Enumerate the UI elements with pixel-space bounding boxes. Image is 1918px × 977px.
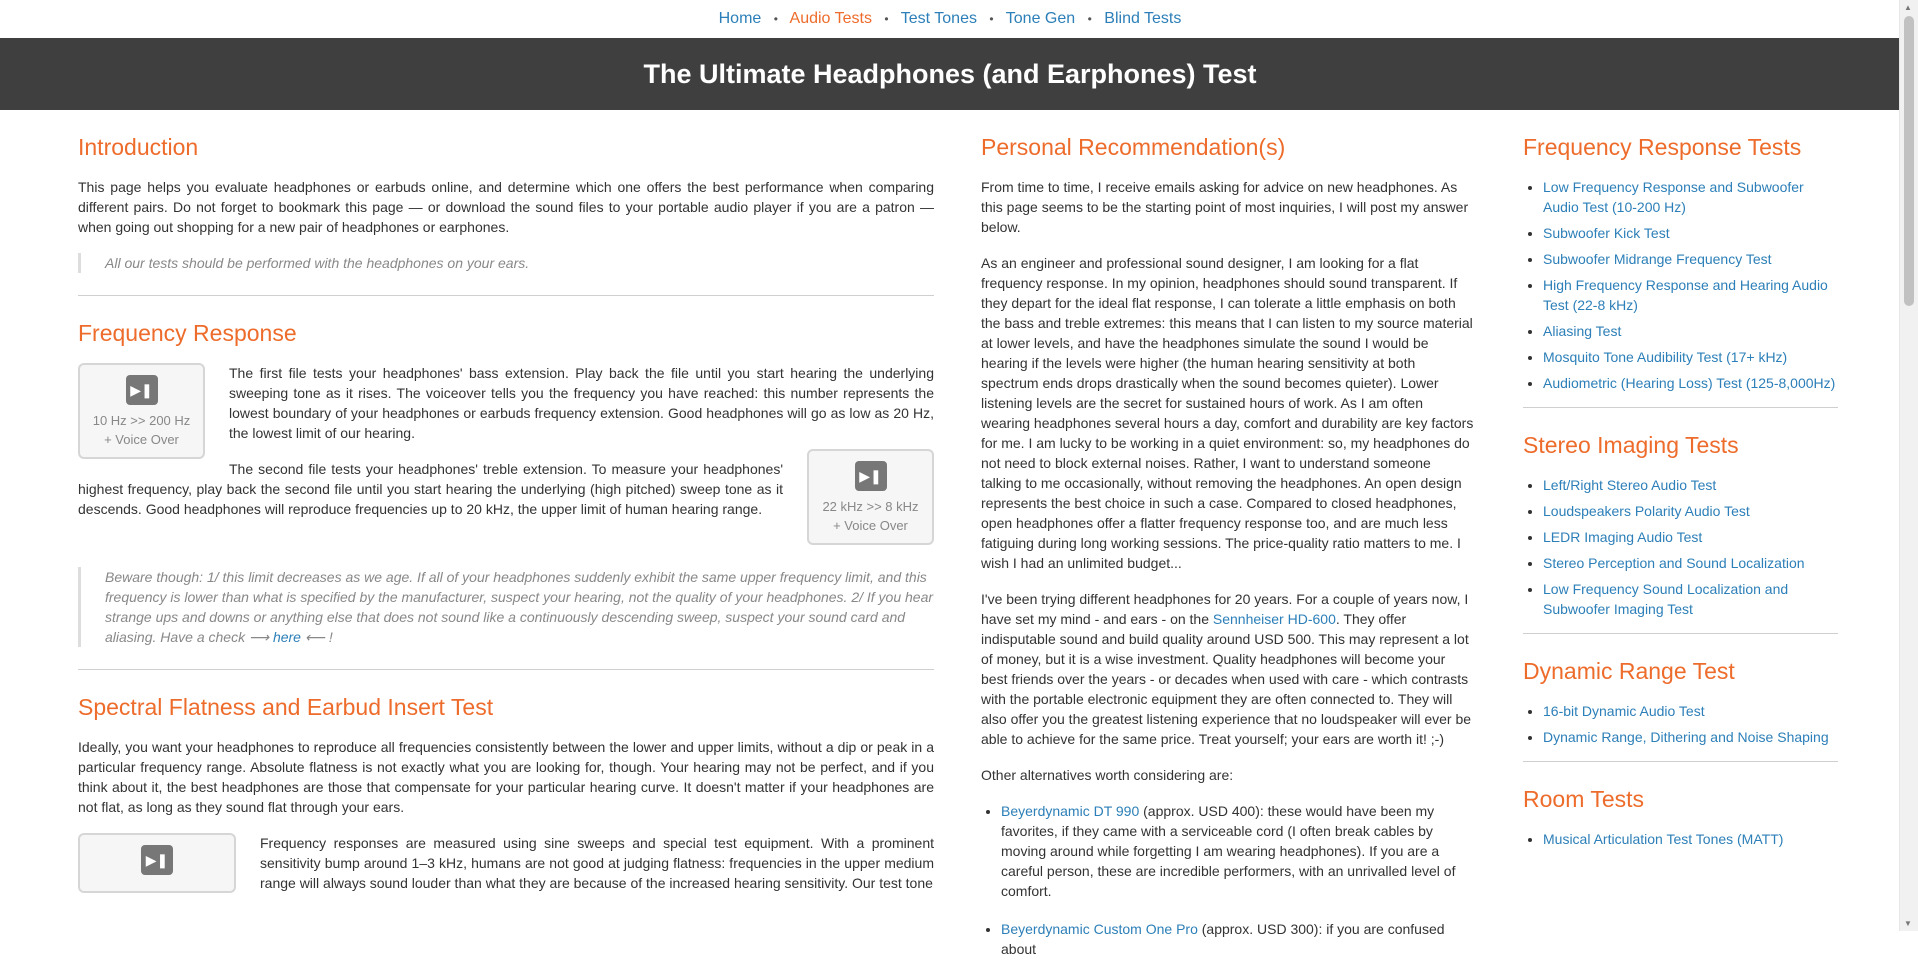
list-item <box>1543 321 1838 341</box>
alt-description: (approx. USD 300): if you are confused about <box>1001 921 1445 957</box>
list-item <box>1543 373 1838 393</box>
aliasing-check-link[interactable]: here <box>272 629 301 645</box>
reco-paragraph-4: Other alternatives worth considering are: <box>981 767 1234 783</box>
nav-test-tones[interactable]: Test Tones <box>900 10 977 27</box>
list-item <box>1543 347 1838 367</box>
list-item <box>1001 919 1475 959</box>
spectral-heading: Spectral Flatness and Earbud Insert Test <box>78 694 494 720</box>
reco-paragraph-2: As an engineer and professional sound designer, I am looking for a flat frequency response. In my opinion, headphones should sound transparent. If they depart for the ideal flat response, I can tolerate a little emphasis on both the bass and treble extremes: this means that I can listen to my source material at lower levels, and have the headphones simulate the sound I would be hearing if the levels were higher (the human hearing sensitivity at both spectrum ends drops drastically when the sound becomes quieter). Lower listening levels are the secret for sustained hours of work. As I am often wearing headphones several hours a day, comfort and durability are key factors for me. I am lucky to be working in a quiet environment: so, my headphones do not need to block external noises. Rather, I want to understand someone talking to me occasionally, without removing the headphones. An open design represents the best choice in such a case. Compared to closed headphones, open headphones offer a flatter frequency response too, and are much less fatiguing during long working sessions. The price-quality ratio matters to me. I wish I had an unlimited budget... <box>981 255 1474 571</box>
alt-description: (approx. USD 400): these would have been my favorites, if they came with a serviceable cord (I often break cables by moving around while forgetting I am wearing headphones). If you are a careful person, these are incredible performers, with an unrivalled level of comfort. <box>1001 803 1456 899</box>
nav-audio-tests[interactable]: Audio Tests <box>789 10 872 27</box>
nav-tone-gen[interactable]: Tone Gen <box>1005 10 1076 27</box>
bass-sweep-player[interactable] <box>78 363 205 459</box>
scroll-down-icon[interactable]: ▼ <box>1904 919 1912 928</box>
freq-quote <box>78 567 934 647</box>
reco-text: I've been trying different headphones for 20 years. For a couple of years now, I have set my mind - and ears - on the <box>981 591 1469 627</box>
list-item <box>1543 727 1838 747</box>
nav-separator: • <box>989 12 994 26</box>
sidebar-link[interactable]: Aliasing Test <box>1543 323 1622 339</box>
nav-blind-tests[interactable]: Blind Tests <box>1104 10 1182 27</box>
intro-text: This page helps you evaluate headphones or earbuds online, and determine which one offers the best performance when comparing different pairs. Do not forget to bookmark this page — or download the sound files to your portable audio player if you are a patron — when going out shopping for a new pair of headphones or earphones. <box>78 179 934 235</box>
reco-paragraph-1: From time to time, I receive emails asking for advice on new headphones. As this page seems to be the starting point of most inquiries, I will post my answer below. <box>981 179 1469 235</box>
play-pause-icon[interactable]: ▶❚ <box>141 845 173 875</box>
sidebar-link[interactable]: High Frequency Response and Hearing Audio Test (22-8 kHz) <box>1543 277 1828 313</box>
sidebar-dynamic-heading: Dynamic Range Test <box>1523 658 1735 684</box>
spectral-player[interactable] <box>78 833 236 893</box>
reco-text: . They offer indisputable sound and build quality around USD 500. This may represent a lot of money, but it is a wise investment. Quality headphones will become your best friends over the years - or decades when used with care - which contrasts with the portable electronic equipment they are often connected to. They will also offer you the greatest listening experience that no loudspeaker will ever be able to achieve for the same price. Treat yourself; your ears are worth it! ;-) <box>981 611 1472 747</box>
sidebar-link[interactable]: Mosquito Tone Audibility Test (17+ kHz) <box>1543 349 1788 365</box>
spectral-paragraph-1: Ideally, you want your headphones to reproduce all frequencies consistently between the lower and upper limits, without a dip or peak in a particular frequency range. Absolute flatness is not exactly what you are looking for, though. Your hearing may not be perfect, and if you think about it, the best headphones are those that compensate for your particular hearing curve. It doesn't matter if your headphones are not flat, as long as they sound flat through your ears. <box>78 739 934 815</box>
list-item <box>1543 701 1838 721</box>
sidebar-link[interactable]: Stereo Perception and Sound Localization <box>1543 555 1805 571</box>
list-item <box>1543 275 1838 315</box>
player-voice-label: + Voice Over <box>104 432 179 447</box>
player-range-label: 10 Hz >> 200 Hz <box>92 413 191 428</box>
list-item <box>1543 223 1838 243</box>
intro-heading: Introduction <box>78 134 199 160</box>
freq-heading: Frequency Response <box>78 320 297 346</box>
sidebar-link[interactable]: Left/Right Stereo Audio Test <box>1543 477 1717 493</box>
divider <box>1523 407 1838 408</box>
page-title: The Ultimate Headphones (and Earphones) Test <box>643 59 1257 89</box>
sidebar-link[interactable]: Musical Articulation Test Tones (MATT) <box>1543 831 1784 847</box>
sidebar-link[interactable]: Low Frequency Response and Subwoofer Audio Test (10-200 Hz) <box>1543 179 1804 215</box>
play-pause-icon[interactable]: ▶❚ <box>126 375 158 405</box>
nav-separator: • <box>773 12 778 26</box>
sidebar-room-heading: Room Tests <box>1523 786 1645 812</box>
sidebar-link[interactable]: Loudspeakers Polarity Audio Test <box>1543 503 1750 519</box>
scroll-up-icon[interactable]: ▲ <box>1904 3 1912 12</box>
divider <box>1523 633 1838 634</box>
sidebar-link[interactable]: LEDR Imaging Audio Test <box>1543 529 1703 545</box>
player-range-label: 22 kHz >> 8 kHz <box>822 499 919 514</box>
sidebar-link[interactable]: Audiometric (Hearing Loss) Test (125-8,000Hz) <box>1543 375 1836 391</box>
intro-quote: All our tests should be performed with the headphones on your ears. <box>78 253 934 273</box>
list-item <box>1543 501 1838 521</box>
freq-quote-end: ⟵ ! <box>304 629 333 645</box>
sidebar-stereo-heading: Stereo Imaging Tests <box>1523 432 1739 458</box>
freq-quote-text: Beware though: 1/ this limit decreases as we age. If all of your headphones suddenly exhibit the same upper frequency limit, and this frequency is lower than what is specified by the manufacturer, suspect your hearing, not the quality of your headphones. 2/ If you hear strange ups and downs or anything else that does not sound like a continuously descending sweep, suspect your sound card and aliasing. Have a check ⟶ <box>105 569 934 645</box>
reco-heading: Personal Recommendation(s) <box>981 134 1286 160</box>
sidebar-link[interactable]: Low Frequency Sound Localization and Subwoofer Imaging Test <box>1543 581 1789 617</box>
sidebar-stereo-list <box>1523 475 1838 619</box>
player-voice-label: + Voice Over <box>833 518 908 533</box>
list-item <box>1543 553 1838 573</box>
nav-separator: • <box>1087 12 1092 26</box>
divider <box>78 669 934 670</box>
freq-paragraph-treble: The second file tests your headphones' treble extension. To measure your headphones' highest frequency, play back the second file until you start hearing the underlying (high pitched) sweep tone as it descends. Good headphones will reproduce frequencies up to 20 kHz, the upper limit of human hearing range. <box>78 461 783 517</box>
list-item <box>1543 829 1838 849</box>
play-pause-icon[interactable]: ▶❚ <box>855 461 887 491</box>
scrollbar-thumb[interactable] <box>1904 16 1914 306</box>
nav-home[interactable]: Home <box>718 10 762 27</box>
list-item <box>1543 579 1838 619</box>
sidebar-freq-heading: Frequency Response Tests <box>1523 134 1802 160</box>
sidebar-room-list <box>1523 829 1838 849</box>
top-navigation <box>0 0 1900 38</box>
list-item <box>1543 475 1838 495</box>
freq-paragraph-bass: The first file tests your headphones' bass extension. Play back the file until you start hearing the underlying sweeping tone as it rises. The voiceover tells you the frequency you have reached: this number represents the lowest boundary of your headphones or earbuds frequency extension. Good headphones will go as low as 20 Hz, the lowest limit of our hearing. <box>229 365 934 441</box>
list-item <box>1543 249 1838 269</box>
divider <box>78 295 934 296</box>
sennheiser-hd600-link[interactable]: Sennheiser HD-600 <box>1212 611 1336 627</box>
sidebar-freq-list <box>1523 177 1838 393</box>
reco-paragraph-3 <box>981 589 1475 749</box>
treble-sweep-player[interactable] <box>807 449 934 545</box>
recommendations-section <box>981 110 1475 977</box>
list-item <box>1543 527 1838 547</box>
list-item <box>1543 177 1838 217</box>
sidebar-dynamic-list <box>1523 701 1838 747</box>
spectral-paragraph-2: Frequency responses are measured using sine sweeps and special test equipment. With a prominent sensitivity bump around 1–3 kHz, humans are not good at judging flatness: frequencies in the upper medium range will always sound louder than what they are because of the increased hearing sensitivity. Our test tone <box>260 835 934 891</box>
sidebar <box>1523 110 1838 863</box>
nav-separator: • <box>884 12 889 26</box>
beyerdynamic-dt990-link[interactable]: Beyerdynamic DT 990 <box>1001 803 1140 819</box>
alternatives-list <box>981 801 1475 959</box>
sidebar-link[interactable]: 16-bit Dynamic Audio Test <box>1543 703 1705 719</box>
beyerdynamic-custom-one-link[interactable]: Beyerdynamic Custom One Pro <box>1001 921 1198 937</box>
list-item <box>1001 801 1475 901</box>
sidebar-link[interactable]: Dynamic Range, Dithering and Noise Shaping <box>1543 729 1829 745</box>
main-content <box>78 110 934 909</box>
sidebar-link[interactable]: Subwoofer Midrange Frequency Test <box>1543 251 1772 267</box>
page-header <box>0 38 1900 110</box>
page-scrollbar[interactable] <box>1899 0 1918 931</box>
divider <box>1523 761 1838 762</box>
sidebar-link[interactable]: Subwoofer Kick Test <box>1543 225 1670 241</box>
